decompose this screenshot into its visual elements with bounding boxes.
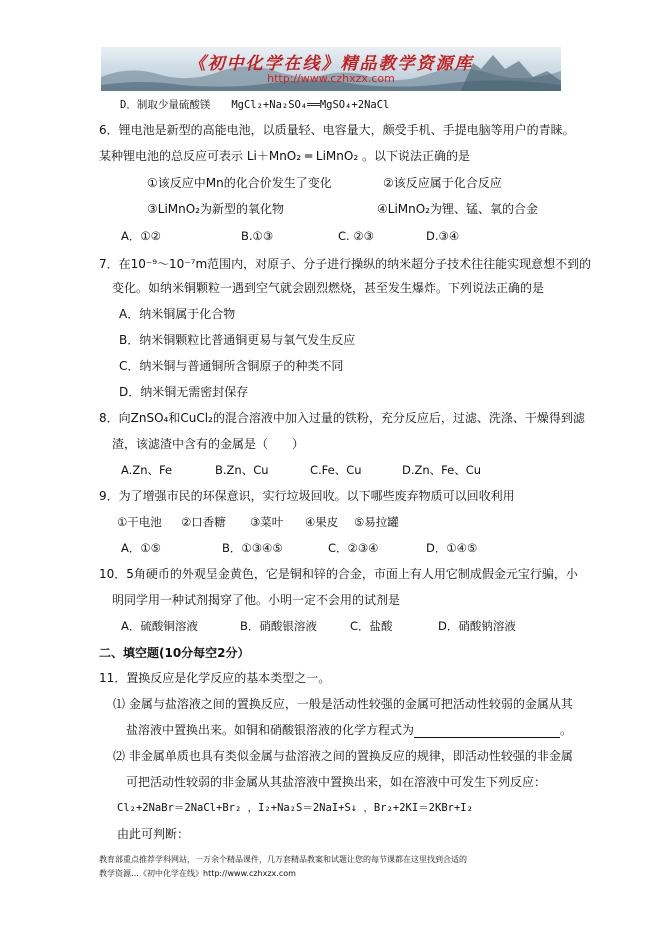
q11-part1-line2: [126, 722, 572, 738]
section-heading-fill-in: 二、填空题(10分每空2分）: [99, 646, 250, 660]
q6-option-a: A．①②: [121, 229, 161, 243]
q10-option-a: A．硫酸铜溶液: [121, 619, 198, 633]
q8-option-b: B.Zn、Cu: [215, 463, 269, 477]
q11-conclusion: 由此可判断：: [117, 827, 190, 841]
q5-option-d: D．制取少量硫酸镁 MgCl₂+Na₂SO₄══MgSO₄+2NaCl: [120, 99, 390, 111]
q10-stem-1: 10．5角硬币的外观呈金黄色，它是铜和锌的合金，市面上有人用它制成假金元宝行骗，小: [99, 567, 578, 581]
q10-option-c: C．盐酸: [350, 619, 393, 633]
header-banner: [101, 47, 561, 91]
q8-option-c: C.Fe、Cu: [310, 463, 362, 477]
q11-part2-line2: 可把活动性较弱的非金属从其盐溶液中置换出来，如在溶液中可发生下列反应：: [126, 775, 547, 789]
q11-part1-line1: ⑴ 金属与盐溶液之间的置换反应，一般是活动性较强的金属可把活动性较弱的金属从其: [113, 697, 573, 711]
q9-option-c: C．②③④: [328, 541, 379, 555]
footer-line-1: 教育部重点推荐学科网站，一万余个精品课件，几万套精品教案和试题让您的每节课都在这里找到合适的: [99, 855, 467, 864]
q10-option-d: D．硝酸钠溶液: [438, 619, 516, 633]
q11-part1-text: 盐溶液中置换出来。如铜和硝酸银溶液的化学方程式为: [126, 723, 415, 737]
q6-stem-1: 6．锂电池是新型的高能电池，以质量轻、电容量大，颇受手机、手提电脑等用户的青睐。: [99, 123, 575, 137]
q8-stem-1: 8．向ZnSO₄和CuCl₂的混合溶液中加入过量的铁粉，充分反应后，过滤、洗涤、干燥得到滤: [99, 411, 585, 425]
q7-option-b: B．纳米铜颗粒比普通铜更易与氧气发生反应: [119, 333, 356, 347]
q7-stem-1: 7．在10⁻⁹～10⁻⁷m范围内，对原子、分子进行操纵的纳米超分子技术往往能实现意想不到的: [99, 257, 592, 271]
q6-stem-2: 某种锂电池的总反应可表示 Li＋MnO₂ ═ LiMnO₂ 。以下说法正确的是: [99, 149, 470, 163]
period-mark: 。: [560, 723, 573, 737]
q7-option-a: A．纳米铜属于化合物: [119, 307, 236, 321]
q9-stem: 9．为了增强市民的环保意识，实行垃圾回收。以下哪些废弃物质可以回收利用: [99, 489, 515, 503]
q6-statement-2: ②该反应属于化合反应: [383, 176, 502, 190]
q7-stem-2: 变化。如纳米铜颗粒一遇到空气就会剧烈燃烧，甚至发生爆炸。下列说法正确的是: [112, 281, 545, 295]
q9-item-3: ③菜叶: [250, 515, 284, 529]
q10-stem-2: 明同学用一种试剂揭穿了他。小明一定不会用的试剂是: [112, 593, 401, 607]
q9-item-1: ①干电池: [117, 515, 162, 529]
q9-item-4: ④果皮: [305, 515, 339, 529]
q8-option-d: D.Zn、Fe、Cu: [402, 463, 482, 477]
q11-stem: 11．置换反应是化学反应的基本类型之一。: [99, 671, 331, 685]
q9-item-5: ⑤易拉罐: [354, 515, 399, 529]
q10-option-b: B．硝酸银溶液: [240, 619, 317, 633]
q9-option-d: D．①④⑤: [426, 541, 478, 555]
q7-option-d: D．纳米铜无需密封保存: [119, 385, 249, 399]
q6-statement-4: ④LiMnO₂为锂、锰、氧的合金: [377, 202, 538, 216]
q9-option-a: A．①⑤: [121, 541, 161, 555]
footer-line-2: 教学资源…《初中化学在线》http://www.czhxzx.com: [99, 869, 296, 878]
q6-statement-1: ①该反应中Mn的化合价发生了变化: [147, 176, 332, 190]
q6-option-c: C. ②③: [338, 229, 374, 243]
q11-part2-line1: ⑵ 非金属单质也具有类似金属与盐溶液之间的置换反应的规律，即活动性较强的非金属: [113, 749, 573, 763]
banner-title: 《初中化学在线》精品教学资源库: [188, 54, 474, 74]
q6-option-d: D.③④: [426, 229, 460, 243]
q8-stem-2: 渣，该滤渣中含有的金属是（ ）: [112, 437, 305, 451]
q6-statement-3: ③LiMnO₂为新型的氧化物: [147, 202, 284, 216]
answer-blank[interactable]: [414, 725, 560, 738]
q7-option-c: C．纳米铜与普通铜所含铜原子的种类不同: [119, 359, 344, 373]
banner-url[interactable]: http://www.czhxzx.com: [267, 72, 395, 85]
q11-equations: Cl₂+2NaBr＝2NaCl+Br₂ ，I₂+Na₂S＝2NaI+S↓ ，Br₂+2KI＝2KBr+I₂: [117, 802, 473, 814]
q6-option-b: B.①③: [241, 229, 274, 243]
q8-option-a: A.Zn、Fe: [121, 463, 173, 477]
q9-option-b: B．①③④⑤: [222, 541, 283, 555]
q9-item-2: ②口香糖: [181, 515, 226, 529]
